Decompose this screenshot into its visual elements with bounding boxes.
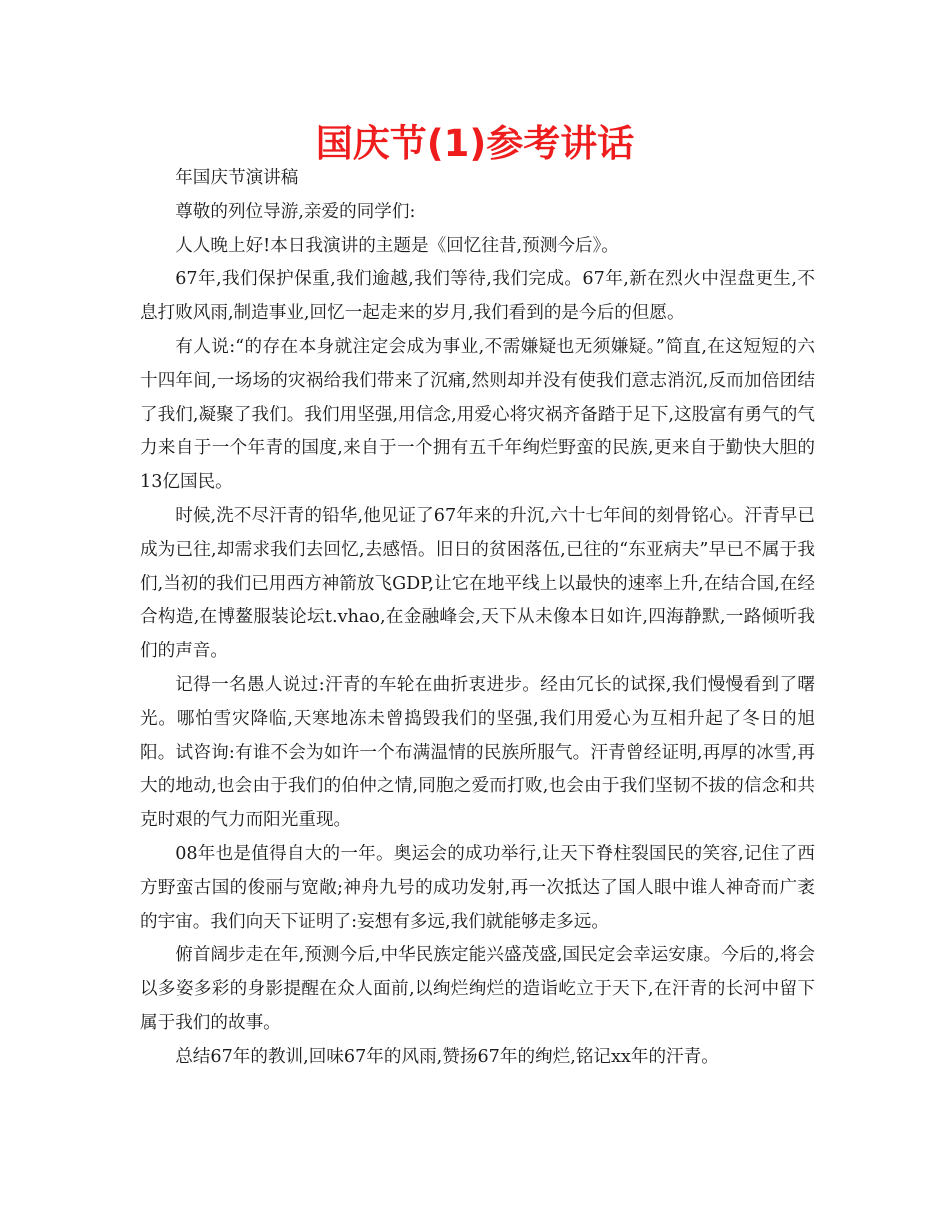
paragraph-closing: 总结67年的教训,回味67年的风雨,赞扬67年的绚烂,铭记xx年的汗青。 [175, 1046, 719, 1067]
document-title: 国庆节(1)参考讲话 [315, 122, 635, 165]
paragraph: 67年,我们保护保重,我们逾越,我们等待,我们完成。67年,新在烈火中涅盘更生,不息打败风雨,制造事业,回忆一起走来的岁月,我们看到的是今后的但愿。 [140, 269, 815, 324]
paragraph-heading: 年国庆节演讲稿 [175, 168, 299, 188]
document-body [140, 162, 815, 1075]
paragraph: 08年也是值得自大的一年。奥运会的成功举行,让天下脊柱裂国民的笑容,记住了西方野蛮古国的俊丽与宽敞;神舟九号的成功发射,再一次抵达了国人眼中谁人神奇而广袤的宇宙。我们向天下证明了:妄想有多远,我们就能够走多远。 [140, 843, 815, 932]
paragraph: 俯首阔步走在年,预测今后,中华民族定能兴盛茂盛,国民定会幸运安康。今后的,将会以多姿多彩的身影提醒在众人面前,以绚烂绚烂的造诣屹立于天下,在汗青的长河中留下属于我们的故事。 [140, 945, 815, 1033]
paragraph: 记得一名愚人说过:汗青的车轮在曲折衷进步。经由冗长的试探,我们慢慢看到了曙光。哪怕雪灾降临,天寒地冻未曾捣毁我们的坚强,我们用爱心为互相升起了冬日的旭阳。试咨询:有谁不会为如许一个布满温情的民族所服气。汗青曾经证明,再厚的冰雪,再大的地动,也会由于我们的伯仲之情,同胞之爱而打败,也会由于我们坚韧不拔的信念和共克时艰的气力而阳光重现。 [140, 674, 815, 831]
paragraph: 有人说:“的存在本身就注定会成为事业,不需嫌疑也无须嫌疑。”简直,在这短短的六十四年间,一场场的灾祸给我们带来了沉痛,然则却并没有使我们意志消沉,反而加倍团结了我们,凝聚了我们。我们用坚强,用信念,用爱心将灾祸齐备踏于足下,这股富有勇气的气力来自于一个年青的国度,来自于一个拥有五千年绚烂野蛮的民族,更来自于勤快大胆的13亿国民。 [140, 336, 815, 493]
paragraph: 时候,洗不尽汗青的铅华,他见证了67年来的升沉,六十七年间的刻骨铭心。汗青早已成为已往,却需求我们去回忆,去感悟。旧日的贫困落伍,已往的“东亚病夫”早已不属于我们,当初的我们已用西方神箭放飞GDP,让它在地平线上以最快的速率上升,在结合国,在经合构造,在博鳌服装论坛t.vhao,在金融峰会,天下从未像本日如许,四海静默,一路倾听我们的声音。 [140, 505, 815, 662]
paragraph-greeting: 人人晚上好!本日我演讲的主题是《回忆往昔,预测今后》。 [175, 235, 619, 256]
paragraph-salutation: 尊敬的列位导游,亲爱的同学们: [175, 201, 416, 222]
